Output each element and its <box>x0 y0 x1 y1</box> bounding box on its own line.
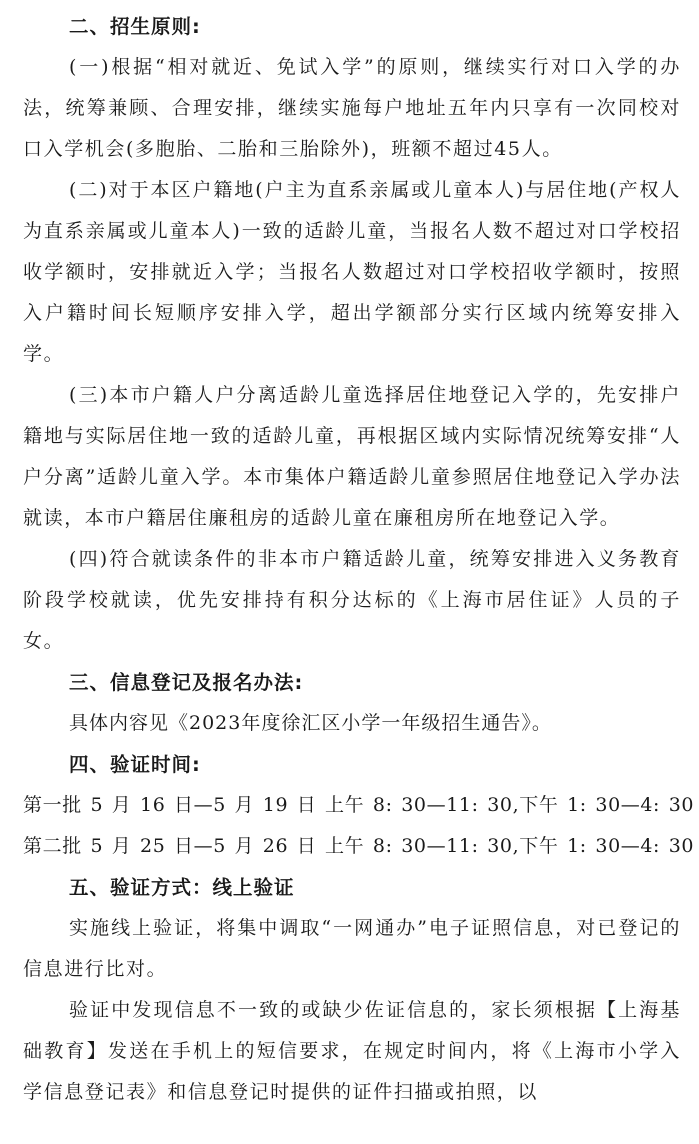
section-5-heading: 五、验证方式：线上验证 <box>69 876 295 899</box>
section-3-paragraph-1: 具体内容见《2023年度徐汇区小学一年级招生通告》。 <box>69 712 552 734</box>
verification-time-batch-2: 第二批 5 月 25 日—5 月 26 日 上午 8: 30—11: 30,下午 1: 30—4: 30 <box>23 835 695 857</box>
section-3-heading: 三、信息登记及报名办法: <box>69 671 304 694</box>
section-2-paragraph-2: (二)对于本区户籍地(户主为直系亲属或儿童本人)与居住地(产权人为直系亲属或儿童本人)一致的适龄儿童，当报名人数不超过对口学校招收学额时，安排就近入学；当报名人数超过对口学校招收学额时，按照入户籍时间长短顺序安排入学，超出学额部分实行区域内统筹安排入学。 <box>23 179 681 365</box>
section-5-paragraph-1: 实施线上验证，将集中调取“一网通办”电子证照信息，对已登记的信息进行比对。 <box>23 917 681 980</box>
section-2-paragraph-4: (四)符合就读条件的非本市户籍适龄儿童，统筹安排进入义务教育阶段学校就读，优先安排持有积分达标的《上海市居住证》人员的子女。 <box>23 548 681 652</box>
section-2-heading: 二、招生原则: <box>69 15 201 38</box>
section-5-paragraph-2: 验证中发现信息不一致的或缺少佐证信息的，家长须根据【上海基础教育】发送在手机上的短信要求，在规定时间内，将《上海市小学入学信息登记表》和信息登记时提供的证件扫描或拍照，以 <box>23 999 681 1103</box>
section-4-heading: 四、验证时间: <box>69 753 201 776</box>
verification-time-batch-1: 第一批 5 月 16 日—5 月 19 日 上午 8: 30—11: 30,下午 1: 30—4: 30 <box>23 794 695 816</box>
section-2-paragraph-1: (一)根据“相对就近、免试入学”的原则，继续实行对口入学的办法，统筹兼顾、合理安排，继续实施每户地址五年内只享有一次同校对口入学机会(多胞胎、二胎和三胎除外)，班额不超过45人。 <box>23 56 681 160</box>
section-2-paragraph-3: (三)本市户籍人户分离适龄儿童选择居住地登记入学的，先安排户籍地与实际居住地一致的适龄儿童，再根据区域内实际情况统筹安排“人户分离”适龄儿童入学。本市集体户籍适龄儿童参照居住地登记入学办法就读，本市户籍居住廉租房的适龄儿童在廉租房所在地登记入学。 <box>23 384 681 529</box>
